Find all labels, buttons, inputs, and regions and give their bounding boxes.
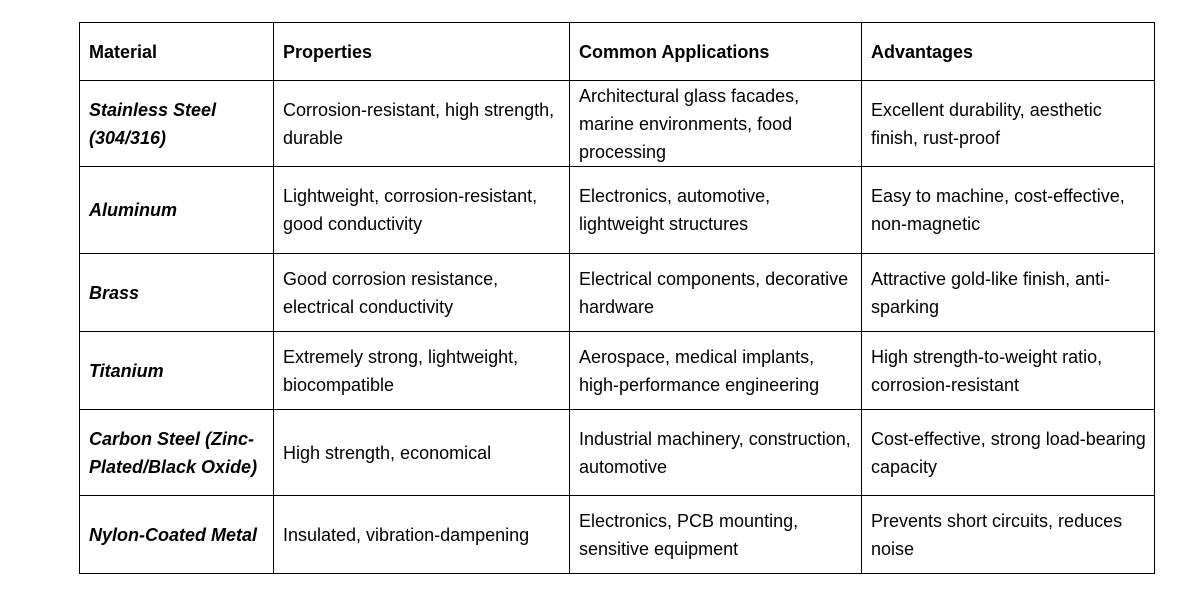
table-header-row xyxy=(80,23,1155,81)
advantages-cell: Prevents short circuits, reduces noise xyxy=(862,496,1155,574)
header-properties: Properties xyxy=(274,23,570,81)
applications-cell: Industrial machinery, construction, automotive xyxy=(570,410,862,496)
header-advantages: Advantages xyxy=(862,23,1155,81)
advantages-cell: High strength-to-weight ratio, corrosion-resistant xyxy=(862,332,1155,410)
advantages-cell: Easy to machine, cost-effective, non-magnetic xyxy=(862,167,1155,254)
material-cell: Carbon Steel (Zinc-Plated/Black Oxide) xyxy=(80,410,274,496)
applications-cell: Architectural glass facades, marine environments, food processing xyxy=(570,81,862,167)
table-row xyxy=(80,410,1155,496)
applications-cell: Electrical components, decorative hardware xyxy=(570,254,862,332)
properties-cell: High strength, economical xyxy=(274,410,570,496)
table-row xyxy=(80,254,1155,332)
material-cell: Brass xyxy=(80,254,274,332)
header-common-applications: Common Applications xyxy=(570,23,862,81)
material-cell: Nylon-Coated Metal xyxy=(80,496,274,574)
advantages-cell: Excellent durability, aesthetic finish, rust-proof xyxy=(862,81,1155,167)
properties-cell: Lightweight, corrosion-resistant, good conductivity xyxy=(274,167,570,254)
properties-cell: Extremely strong, lightweight, biocompatible xyxy=(274,332,570,410)
material-cell: Titanium xyxy=(80,332,274,410)
properties-cell: Good corrosion resistance, electrical conductivity xyxy=(274,254,570,332)
table-row xyxy=(80,496,1155,574)
applications-cell: Electronics, PCB mounting, sensitive equipment xyxy=(570,496,862,574)
material-cell: Stainless Steel (304/316) xyxy=(80,81,274,167)
advantages-cell: Attractive gold-like finish, anti-sparking xyxy=(862,254,1155,332)
applications-cell: Aerospace, medical implants, high-performance engineering xyxy=(570,332,862,410)
table-row xyxy=(80,81,1155,167)
properties-cell: Corrosion-resistant, high strength, durable xyxy=(274,81,570,167)
table-row xyxy=(80,167,1155,254)
materials-table xyxy=(79,22,1155,574)
material-cell: Aluminum xyxy=(80,167,274,254)
header-material: Material xyxy=(80,23,274,81)
properties-cell: Insulated, vibration-dampening xyxy=(274,496,570,574)
advantages-cell: Cost-effective, strong load-bearing capacity xyxy=(862,410,1155,496)
table-row xyxy=(80,332,1155,410)
applications-cell: Electronics, automotive, lightweight structures xyxy=(570,167,862,254)
